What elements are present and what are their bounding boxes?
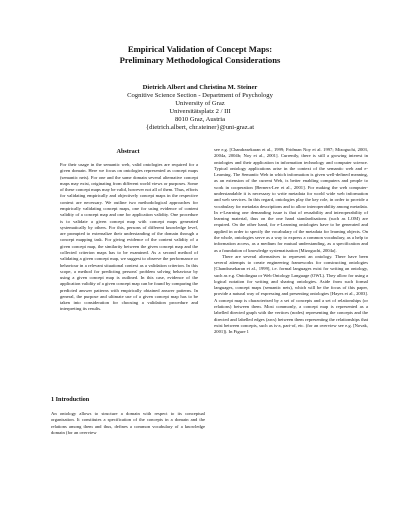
right-column-paragraph-1: see e.g. [Chandrasekaran et al., 1999; Fridman Noy et al. 1997; Mizoguchi, 2003, 2004a, 2004b; Noy et al., 2001]. Currently, there is still a growing interest in ontologies and their application in information technology and computer science. Typical ontology applications arise in the context of the semantic web and e-Learning. The Semantic Web in which information is given well-defined meaning, as an extension of the current Web, is better enabling computers and people to work in cooperation [Berners-Lee et al., 2001]. For making the web computer-understandable it is necessary to write metadata for world wide web information and web services. In this regard, ontologies play the key role, in order to provide a vocabulary for metadata descriptions and to allow interoperability among metadata. In e-Learning one demanding issue is that of reusability and interoperability of learning material, thus on the one hand standardisations (such as LOM) are required. On the other hand, for e-Learning ontologies have to be generated and applied in order to specify the vocabulary of the metadata for learning objects. On the whole, ontologies serve as a way to express a common vocabulary, as a help to information access, as a medium for mutual understanding, as a specification and as a foundation of knowledge systematisation [Mizoguchi, 2004a].: [214, 147, 368, 253]
right-column: [214, 147, 368, 335]
affiliation-line: Universitätsplatz 2 / III: [169, 107, 231, 115]
right-column-paragraph-2: There are several alternatives to represent an ontology. There have been several attempts to create engineering frameworks for constructing ontologies [Chandrasekaran et al., 1999], i.e. formal languages exist for writing an ontology, such as e.g. Ontolingua or Web Ontology Language (OWL). They allow for using a logical notation for writing and sharing ontologies. Aside from such formal languages, concept maps (semantic nets), which will be the focus of this paper, provide a natural way of expressing and presenting ontologies [Hayes et al., 2003]. A concept map is characterised by a set of concepts and a set of relationships (or relations) between them. Most commonly, a concept map is represented as a labelled directed graph with the vertices (nodes) representing the concepts and the directed and labelled edges (arcs) between them representing the relationships that exist between concepts, such as is-a, part-of, etc. (for an overview see e.g. [Novak, 2001]). In Figure 1: [214, 253, 368, 335]
title-line-2: Preliminary Methodological Considerations: [119, 54, 281, 65]
introduction-paragraph: An ontology allows to structure a domain with respect to its conceptual organisation. It constitutes a specification of the concepts in a domain and the relations among them and thus, defines a common vocabulary of a knowledge domain (for an overview: [51, 411, 205, 435]
affiliation-line: University of Graz: [175, 99, 225, 107]
author-names: Dietrich Albert and Christina M. Steiner: [142, 84, 258, 91]
affiliation-line: Cognitive Science Section - Department of Psychology: [127, 91, 273, 99]
abstract-text: [60, 162, 198, 313]
introduction-text: [51, 411, 205, 436]
section-heading-introduction: 1 Introduction: [51, 396, 90, 403]
title-line-1: Empirical Validation of Concept Maps:: [127, 44, 273, 54]
affiliation-line: 8010 Graz, Austria: [175, 115, 225, 123]
paper-title: [0, 44, 400, 65]
author-emails: {dietrich.albert, chr.steiner}@uni-graz.at: [145, 123, 255, 131]
author-block: [0, 84, 400, 131]
abstract-paragraph: For their usage in the semantic web, valid ontologies are required for a given domain. Here we focus on ontologies represented as concept maps (semantic nets). For one and the same domain several alternative concept maps may exist, originating from different world views or purposes. Some of these concept maps may be valid, however not all of them. Thus, efforts for validating empirically and objectively concept maps in the respective context are necessary. We outline two methodological approaches for empirically validating concept maps, one for using evidence of content validity of a concept map and one for application validity. One procedure is to validate a given concept map with concept maps generated systematically by others. For this, persons of different knowledge level, are prompted to externalize their understanding of the domain through a concept mapping task. For giving evidence of the content validity of a given concept map, the similarity between the given concept map and the collected criterion maps has to be examined. As a second method of validating a given concept map, we suggest to observe the performance or behaviour in a relevant situational context as a validation criterion. In this scope, a method for predicting persons' problem solving behaviour by using a given concept map is outlined. In this case, evidence of the application validity of a given concept map can be found by comparing the predicted answer patterns with empirically obtained answer patterns. In general, the purpose and ultimate use of a given concept map has to be taken into consideration for choosing a validation procedure and interpreting its results.: [60, 162, 198, 312]
abstract-heading: Abstract: [116, 148, 140, 155]
